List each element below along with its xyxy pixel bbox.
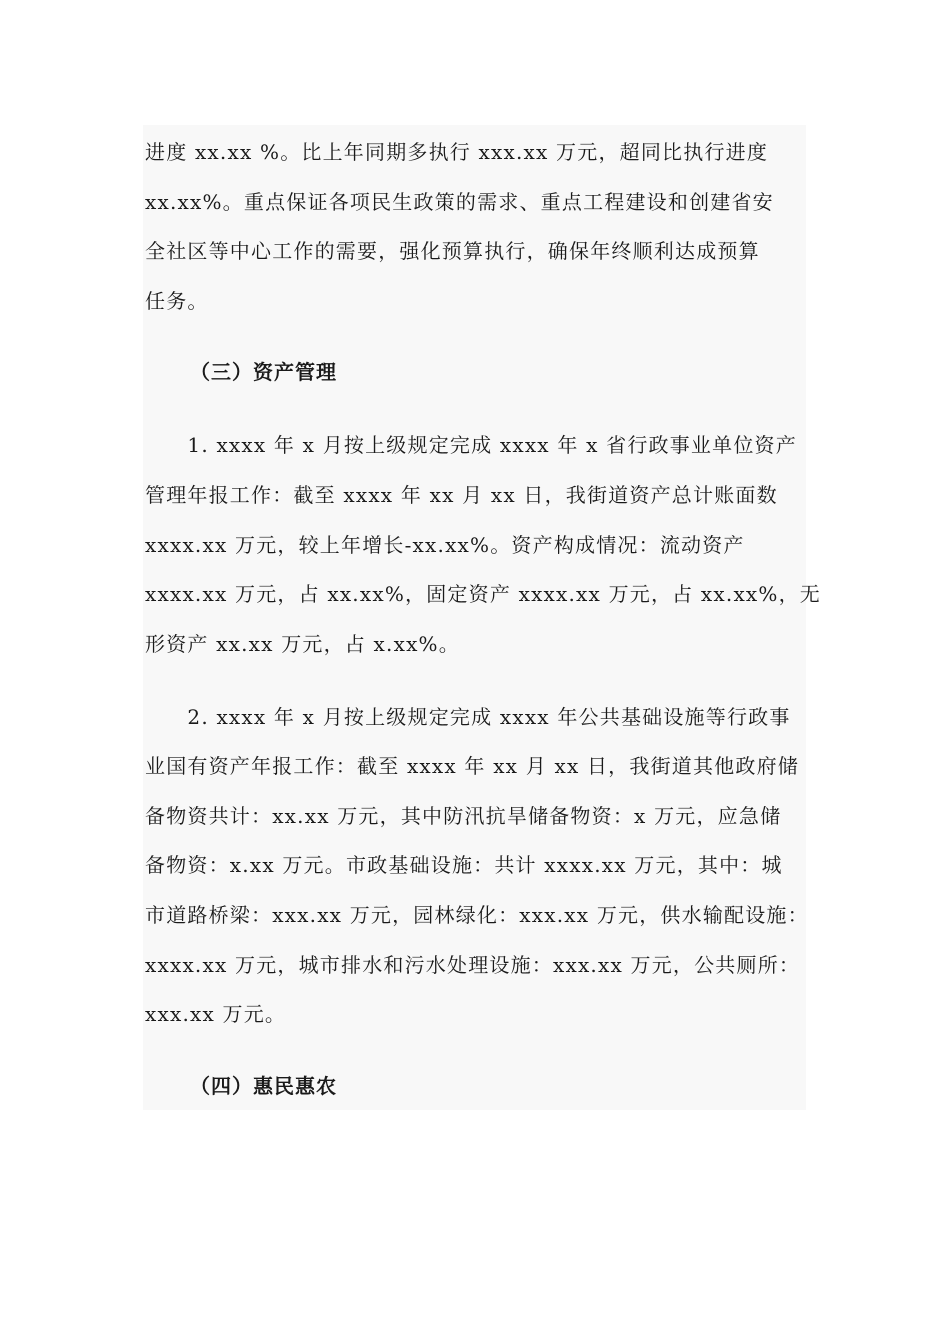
section-heading-asset-management: （三）资产管理 xyxy=(190,360,337,384)
paragraph-line: xxxx.xx 万元，占 xx.xx%，固定资产 xxxx.xx 万元，占 xx.xx%，无 xyxy=(145,582,822,606)
paragraph-line: 1. xxxx 年 x 月按上级规定完成 xxxx 年 x 省行政事业单位资产 xyxy=(145,433,797,457)
paragraph-line: 形资产 xx.xx 万元，占 x.xx%。 xyxy=(145,632,460,656)
paragraph-line: 市道路桥梁：xxx.xx 万元，园林绿化：xxx.xx 万元，供水输配设施： xyxy=(145,903,809,927)
paragraph-line: 进度 xx.xx %。比上年同期多执行 xxx.xx 万元，超同比执行进度 xyxy=(145,140,769,164)
paragraph-line: 备物资：x.xx 万元。市政基础设施：共计 xxxx.xx 万元，其中：城 xyxy=(145,853,783,877)
paragraph-line: 任务。 xyxy=(145,289,209,313)
paragraph-line: xxxx.xx 万元，较上年增长-xx.xx%。资产构成情况：流动资产 xyxy=(145,533,745,557)
section-heading-benefit-programs: （四）惠民惠农 xyxy=(190,1074,337,1098)
paragraph-line: xx.xx%。重点保证各项民生政策的需求、重点工程建设和创建省安 xyxy=(145,190,774,214)
paragraph-line: 业国有资产年报工作：截至 xxxx 年 xx 月 xx 日，我街道其他政府储 xyxy=(145,754,799,778)
paragraph-line: 2. xxxx 年 x 月按上级规定完成 xxxx 年公共基础设施等行政事 xyxy=(145,705,791,729)
paragraph-line: 全社区等中心工作的需要，强化预算执行，确保年终顺利达成预算 xyxy=(145,239,760,263)
paragraph-line: 管理年报工作：截至 xxxx 年 xx 月 xx 日，我街道资产总计账面数 xyxy=(145,483,778,507)
paragraph-line: xxx.xx 万元。 xyxy=(145,1002,287,1026)
paragraph-line: 备物资共计：xx.xx 万元，其中防汛抗旱储备物资：x 万元，应急储 xyxy=(145,804,782,828)
paragraph-line: xxxx.xx 万元，城市排水和污水处理设施：xxx.xx 万元，公共厕所： xyxy=(145,953,801,977)
